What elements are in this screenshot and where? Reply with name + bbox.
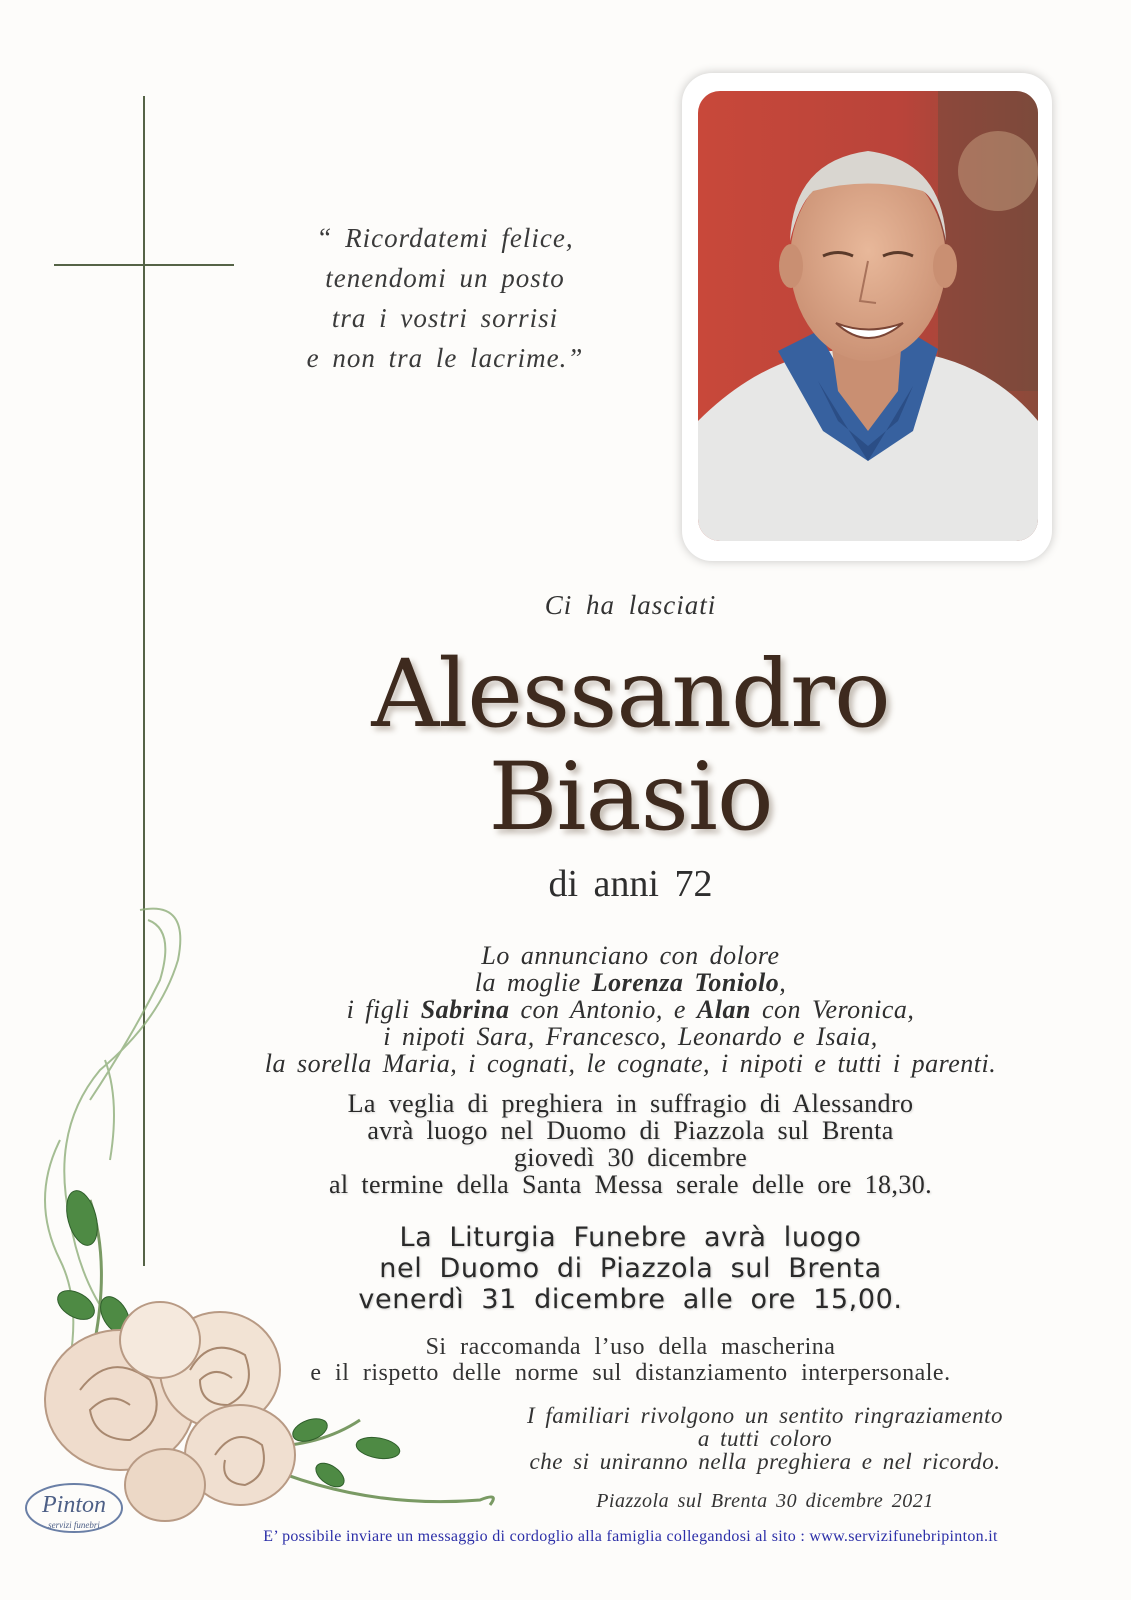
deceased-portrait (698, 91, 1038, 541)
quote-line: tenendomi un posto (325, 263, 565, 293)
svg-text:Pinton: Pinton (42, 1492, 106, 1518)
quote-line: “ Ricordatemi felice, (316, 223, 574, 253)
funeral-line: venerdì 31 dicembre alle ore 15,00. (358, 1284, 903, 1315)
funeral-line: nel Duomo di Piazzola sul Brenta (379, 1253, 882, 1284)
thanks-line: a tutti coloro (697, 1426, 833, 1451)
intro-text: Ci ha lasciati (544, 590, 717, 620)
announcement-line: Lo annunciano con dolore (481, 941, 780, 970)
deceased-first-name: Alessandro (371, 640, 890, 749)
vigil-line: La veglia di preghiera in suffragio di Alessandro (347, 1089, 914, 1118)
thanks-line: che si uniranno nella preghiera e nel ricordo. (529, 1449, 1001, 1474)
announcement-line: i figli Sabrina con Antonio, e Alan con Veronica, (346, 995, 915, 1024)
place-and-date: Piazzola sul Brenta 30 dicembre 2021 (596, 1490, 934, 1512)
announcement-line: la moglie Lorenza Toniolo, (474, 968, 787, 997)
funeral-line: La Liturgia Funebre avrà luogo (399, 1222, 862, 1253)
vigil-line: avrà luogo nel Duomo di Piazzola sul Brenta (367, 1116, 894, 1145)
deceased-last-name: Biasio (488, 743, 773, 852)
cross-horizontal-bar (54, 264, 234, 266)
vigil-line: giovedì 30 dicembre (513, 1143, 748, 1172)
announcement-line: la sorella Maria, i cognati, le cognate, i nipoti e tutti i parenti. (264, 1049, 997, 1078)
memorial-quote (260, 218, 630, 378)
funeral-home-logo (22, 1478, 126, 1540)
mask-line: Si raccomanda l’uso della mascherina (425, 1334, 836, 1360)
child-name: Sabrina (420, 995, 510, 1024)
child-name: Alan (696, 995, 751, 1024)
svg-text:servizi funebri: servizi funebri (48, 1520, 100, 1530)
wife-name: Lorenza Toniolo (591, 968, 780, 997)
quote-line: tra i vostri sorrisi (331, 303, 559, 333)
vigil-line: al termine della Santa Messa serale delle ore 18,30. (328, 1170, 933, 1199)
announcement-line: i nipoti Sara, Francesco, Leonardo e Isaia, (383, 1022, 878, 1051)
deceased-age: di anni 72 (548, 863, 713, 905)
thanks-line: I familiari rivolgono un sentito ringraziamento (526, 1403, 1004, 1428)
mask-line: e il rispetto delle norme sul distanziamento interpersonale. (310, 1360, 951, 1386)
quote-line: e non tra le lacrime.” (306, 343, 584, 373)
condolence-footer-link[interactable]: E’ possibile inviare un messaggio di cordoglio alla famiglia collegandosi al sito : www.servizifunebripinton.it (263, 1528, 998, 1545)
rose-decoration (0, 900, 520, 1540)
